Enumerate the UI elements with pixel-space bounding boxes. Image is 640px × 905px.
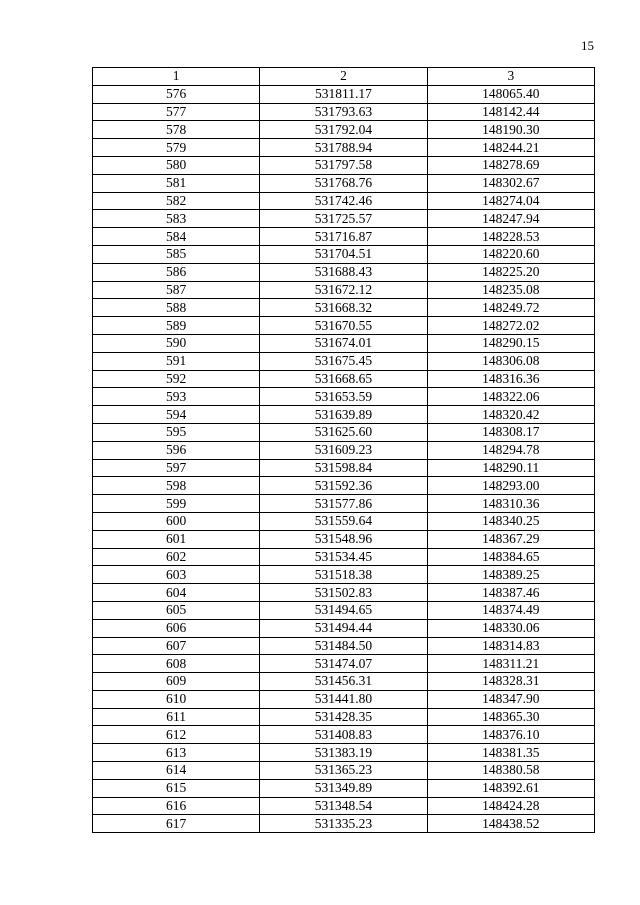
table-cell: 577 <box>93 103 260 121</box>
table-cell: 613 <box>93 744 260 762</box>
table-cell: 531793.63 <box>260 103 427 121</box>
column-header: 3 <box>427 68 594 86</box>
table-row <box>93 601 595 619</box>
table-cell: 531725.57 <box>260 210 427 228</box>
table-row <box>93 85 595 103</box>
table-row <box>93 584 595 602</box>
table-cell: 531688.43 <box>260 263 427 281</box>
table-cell: 531668.32 <box>260 299 427 317</box>
table-cell: 580 <box>93 156 260 174</box>
table-cell: 593 <box>93 388 260 406</box>
table-cell: 148190.30 <box>427 121 594 139</box>
table-cell: 148330.06 <box>427 619 594 637</box>
table-cell: 531441.80 <box>260 690 427 708</box>
table-cell: 616 <box>93 797 260 815</box>
table-cell: 531704.51 <box>260 245 427 263</box>
table-cell: 590 <box>93 334 260 352</box>
table-cell: 614 <box>93 762 260 780</box>
table-cell: 598 <box>93 477 260 495</box>
table-cell: 587 <box>93 281 260 299</box>
table-cell: 148387.46 <box>427 584 594 602</box>
table-cell: 148340.25 <box>427 512 594 530</box>
table-row <box>93 103 595 121</box>
table-cell: 148374.49 <box>427 601 594 619</box>
table-cell: 617 <box>93 815 260 833</box>
table-cell: 596 <box>93 441 260 459</box>
table-cell: 531349.89 <box>260 779 427 797</box>
table-cell: 531716.87 <box>260 228 427 246</box>
table-cell: 612 <box>93 726 260 744</box>
table-cell: 148306.08 <box>427 352 594 370</box>
table-cell: 583 <box>93 210 260 228</box>
table-cell: 531456.31 <box>260 673 427 691</box>
table-cell: 531577.86 <box>260 495 427 513</box>
column-header: 2 <box>260 68 427 86</box>
table-cell: 531559.64 <box>260 512 427 530</box>
table-row <box>93 619 595 637</box>
table-cell: 531484.50 <box>260 637 427 655</box>
table-row <box>93 263 595 281</box>
table-cell: 148365.30 <box>427 708 594 726</box>
table-row <box>93 299 595 317</box>
table-row <box>93 459 595 477</box>
table-cell: 531428.35 <box>260 708 427 726</box>
table-row <box>93 156 595 174</box>
table-row <box>93 797 595 815</box>
table-cell: 588 <box>93 299 260 317</box>
table-row <box>93 530 595 548</box>
table-cell: 601 <box>93 530 260 548</box>
table-row <box>93 673 595 691</box>
table-row <box>93 192 595 210</box>
table-cell: 531494.65 <box>260 601 427 619</box>
table-row <box>93 139 595 157</box>
table-cell: 148392.61 <box>427 779 594 797</box>
table-cell: 148316.36 <box>427 370 594 388</box>
table-cell: 531609.23 <box>260 441 427 459</box>
table-cell: 148381.35 <box>427 744 594 762</box>
table-cell: 605 <box>93 601 260 619</box>
table-cell: 602 <box>93 548 260 566</box>
table-cell: 531625.60 <box>260 423 427 441</box>
table-cell: 599 <box>93 495 260 513</box>
page-number: 15 <box>581 38 594 53</box>
table-cell: 148308.17 <box>427 423 594 441</box>
table-cell: 148220.60 <box>427 245 594 263</box>
table-cell: 531668.65 <box>260 370 427 388</box>
table-row <box>93 477 595 495</box>
table-cell: 531548.96 <box>260 530 427 548</box>
table-row <box>93 708 595 726</box>
table-cell: 148320.42 <box>427 406 594 424</box>
table-cell: 531534.45 <box>260 548 427 566</box>
table-cell: 582 <box>93 192 260 210</box>
table-row <box>93 317 595 335</box>
table-cell: 608 <box>93 655 260 673</box>
table-cell: 604 <box>93 584 260 602</box>
table-cell: 148376.10 <box>427 726 594 744</box>
table-cell: 576 <box>93 85 260 103</box>
table-cell: 148293.00 <box>427 477 594 495</box>
table-cell: 579 <box>93 139 260 157</box>
table-cell: 591 <box>93 352 260 370</box>
table-cell: 531494.44 <box>260 619 427 637</box>
table-cell: 531768.76 <box>260 174 427 192</box>
table-cell: 606 <box>93 619 260 637</box>
table-row <box>93 388 595 406</box>
table-row <box>93 512 595 530</box>
table-cell: 148389.25 <box>427 566 594 584</box>
table-cell: 597 <box>93 459 260 477</box>
table-cell: 586 <box>93 263 260 281</box>
table-cell: 148438.52 <box>427 815 594 833</box>
table-cell: 148142.44 <box>427 103 594 121</box>
table-cell: 603 <box>93 566 260 584</box>
table-cell: 607 <box>93 637 260 655</box>
table-cell: 611 <box>93 708 260 726</box>
table-cell: 531518.38 <box>260 566 427 584</box>
table-cell: 148272.02 <box>427 317 594 335</box>
table-row <box>93 174 595 192</box>
table-cell: 531639.89 <box>260 406 427 424</box>
table-cell: 531788.94 <box>260 139 427 157</box>
table-row <box>93 352 595 370</box>
table-cell: 531348.54 <box>260 797 427 815</box>
table-row <box>93 210 595 228</box>
coordinates-table <box>92 67 595 833</box>
table-cell: 148235.08 <box>427 281 594 299</box>
table-cell: 148225.20 <box>427 263 594 281</box>
table-row <box>93 228 595 246</box>
table-row <box>93 334 595 352</box>
table-row <box>93 726 595 744</box>
table-row <box>93 655 595 673</box>
table-row <box>93 423 595 441</box>
table-row <box>93 566 595 584</box>
table-cell: 148328.31 <box>427 673 594 691</box>
table-cell: 531408.83 <box>260 726 427 744</box>
table-row <box>93 370 595 388</box>
table-cell: 148228.53 <box>427 228 594 246</box>
table-cell: 531474.07 <box>260 655 427 673</box>
table-row <box>93 744 595 762</box>
table-cell: 581 <box>93 174 260 192</box>
table-cell: 148384.65 <box>427 548 594 566</box>
column-header: 1 <box>93 68 260 86</box>
table-cell: 615 <box>93 779 260 797</box>
table-cell: 148322.06 <box>427 388 594 406</box>
table-row <box>93 779 595 797</box>
table-cell: 148367.29 <box>427 530 594 548</box>
table-cell: 148274.04 <box>427 192 594 210</box>
table-cell: 531335.23 <box>260 815 427 833</box>
table-cell: 531365.23 <box>260 762 427 780</box>
table-row <box>93 441 595 459</box>
table-row <box>93 548 595 566</box>
table-row <box>93 245 595 263</box>
table-row <box>93 762 595 780</box>
table-row <box>93 281 595 299</box>
table-body <box>93 68 595 833</box>
table-cell: 609 <box>93 673 260 691</box>
table-cell: 148247.94 <box>427 210 594 228</box>
table-cell: 578 <box>93 121 260 139</box>
table-cell: 148290.11 <box>427 459 594 477</box>
table-cell: 531383.19 <box>260 744 427 762</box>
table-row <box>93 406 595 424</box>
table-cell: 584 <box>93 228 260 246</box>
table-cell: 531653.59 <box>260 388 427 406</box>
table-cell: 531674.01 <box>260 334 427 352</box>
table-cell: 592 <box>93 370 260 388</box>
table-cell: 148290.15 <box>427 334 594 352</box>
table-cell: 148302.67 <box>427 174 594 192</box>
table-cell: 148278.69 <box>427 156 594 174</box>
table-cell: 594 <box>93 406 260 424</box>
table-cell: 148314.83 <box>427 637 594 655</box>
table-row <box>93 690 595 708</box>
table-row <box>93 815 595 833</box>
table-cell: 531742.46 <box>260 192 427 210</box>
table-cell: 531672.12 <box>260 281 427 299</box>
table-cell: 148249.72 <box>427 299 594 317</box>
table-cell: 148310.36 <box>427 495 594 513</box>
table-cell: 531675.45 <box>260 352 427 370</box>
table-cell: 148065.40 <box>427 85 594 103</box>
table-cell: 531598.84 <box>260 459 427 477</box>
table-cell: 585 <box>93 245 260 263</box>
table-cell: 148380.58 <box>427 762 594 780</box>
table-cell: 148347.90 <box>427 690 594 708</box>
table-cell: 148294.78 <box>427 441 594 459</box>
table-cell: 531797.58 <box>260 156 427 174</box>
table-cell: 148244.21 <box>427 139 594 157</box>
table-cell: 589 <box>93 317 260 335</box>
table-cell: 600 <box>93 512 260 530</box>
table-row <box>93 495 595 513</box>
table-header-row <box>93 68 595 86</box>
table-cell: 148424.28 <box>427 797 594 815</box>
table-cell: 148311.21 <box>427 655 594 673</box>
table-cell: 531670.55 <box>260 317 427 335</box>
table-cell: 595 <box>93 423 260 441</box>
table-cell: 531502.83 <box>260 584 427 602</box>
table-cell: 531811.17 <box>260 85 427 103</box>
table-cell: 531592.36 <box>260 477 427 495</box>
table-cell: 610 <box>93 690 260 708</box>
table-row <box>93 637 595 655</box>
table-row <box>93 121 595 139</box>
table-cell: 531792.04 <box>260 121 427 139</box>
